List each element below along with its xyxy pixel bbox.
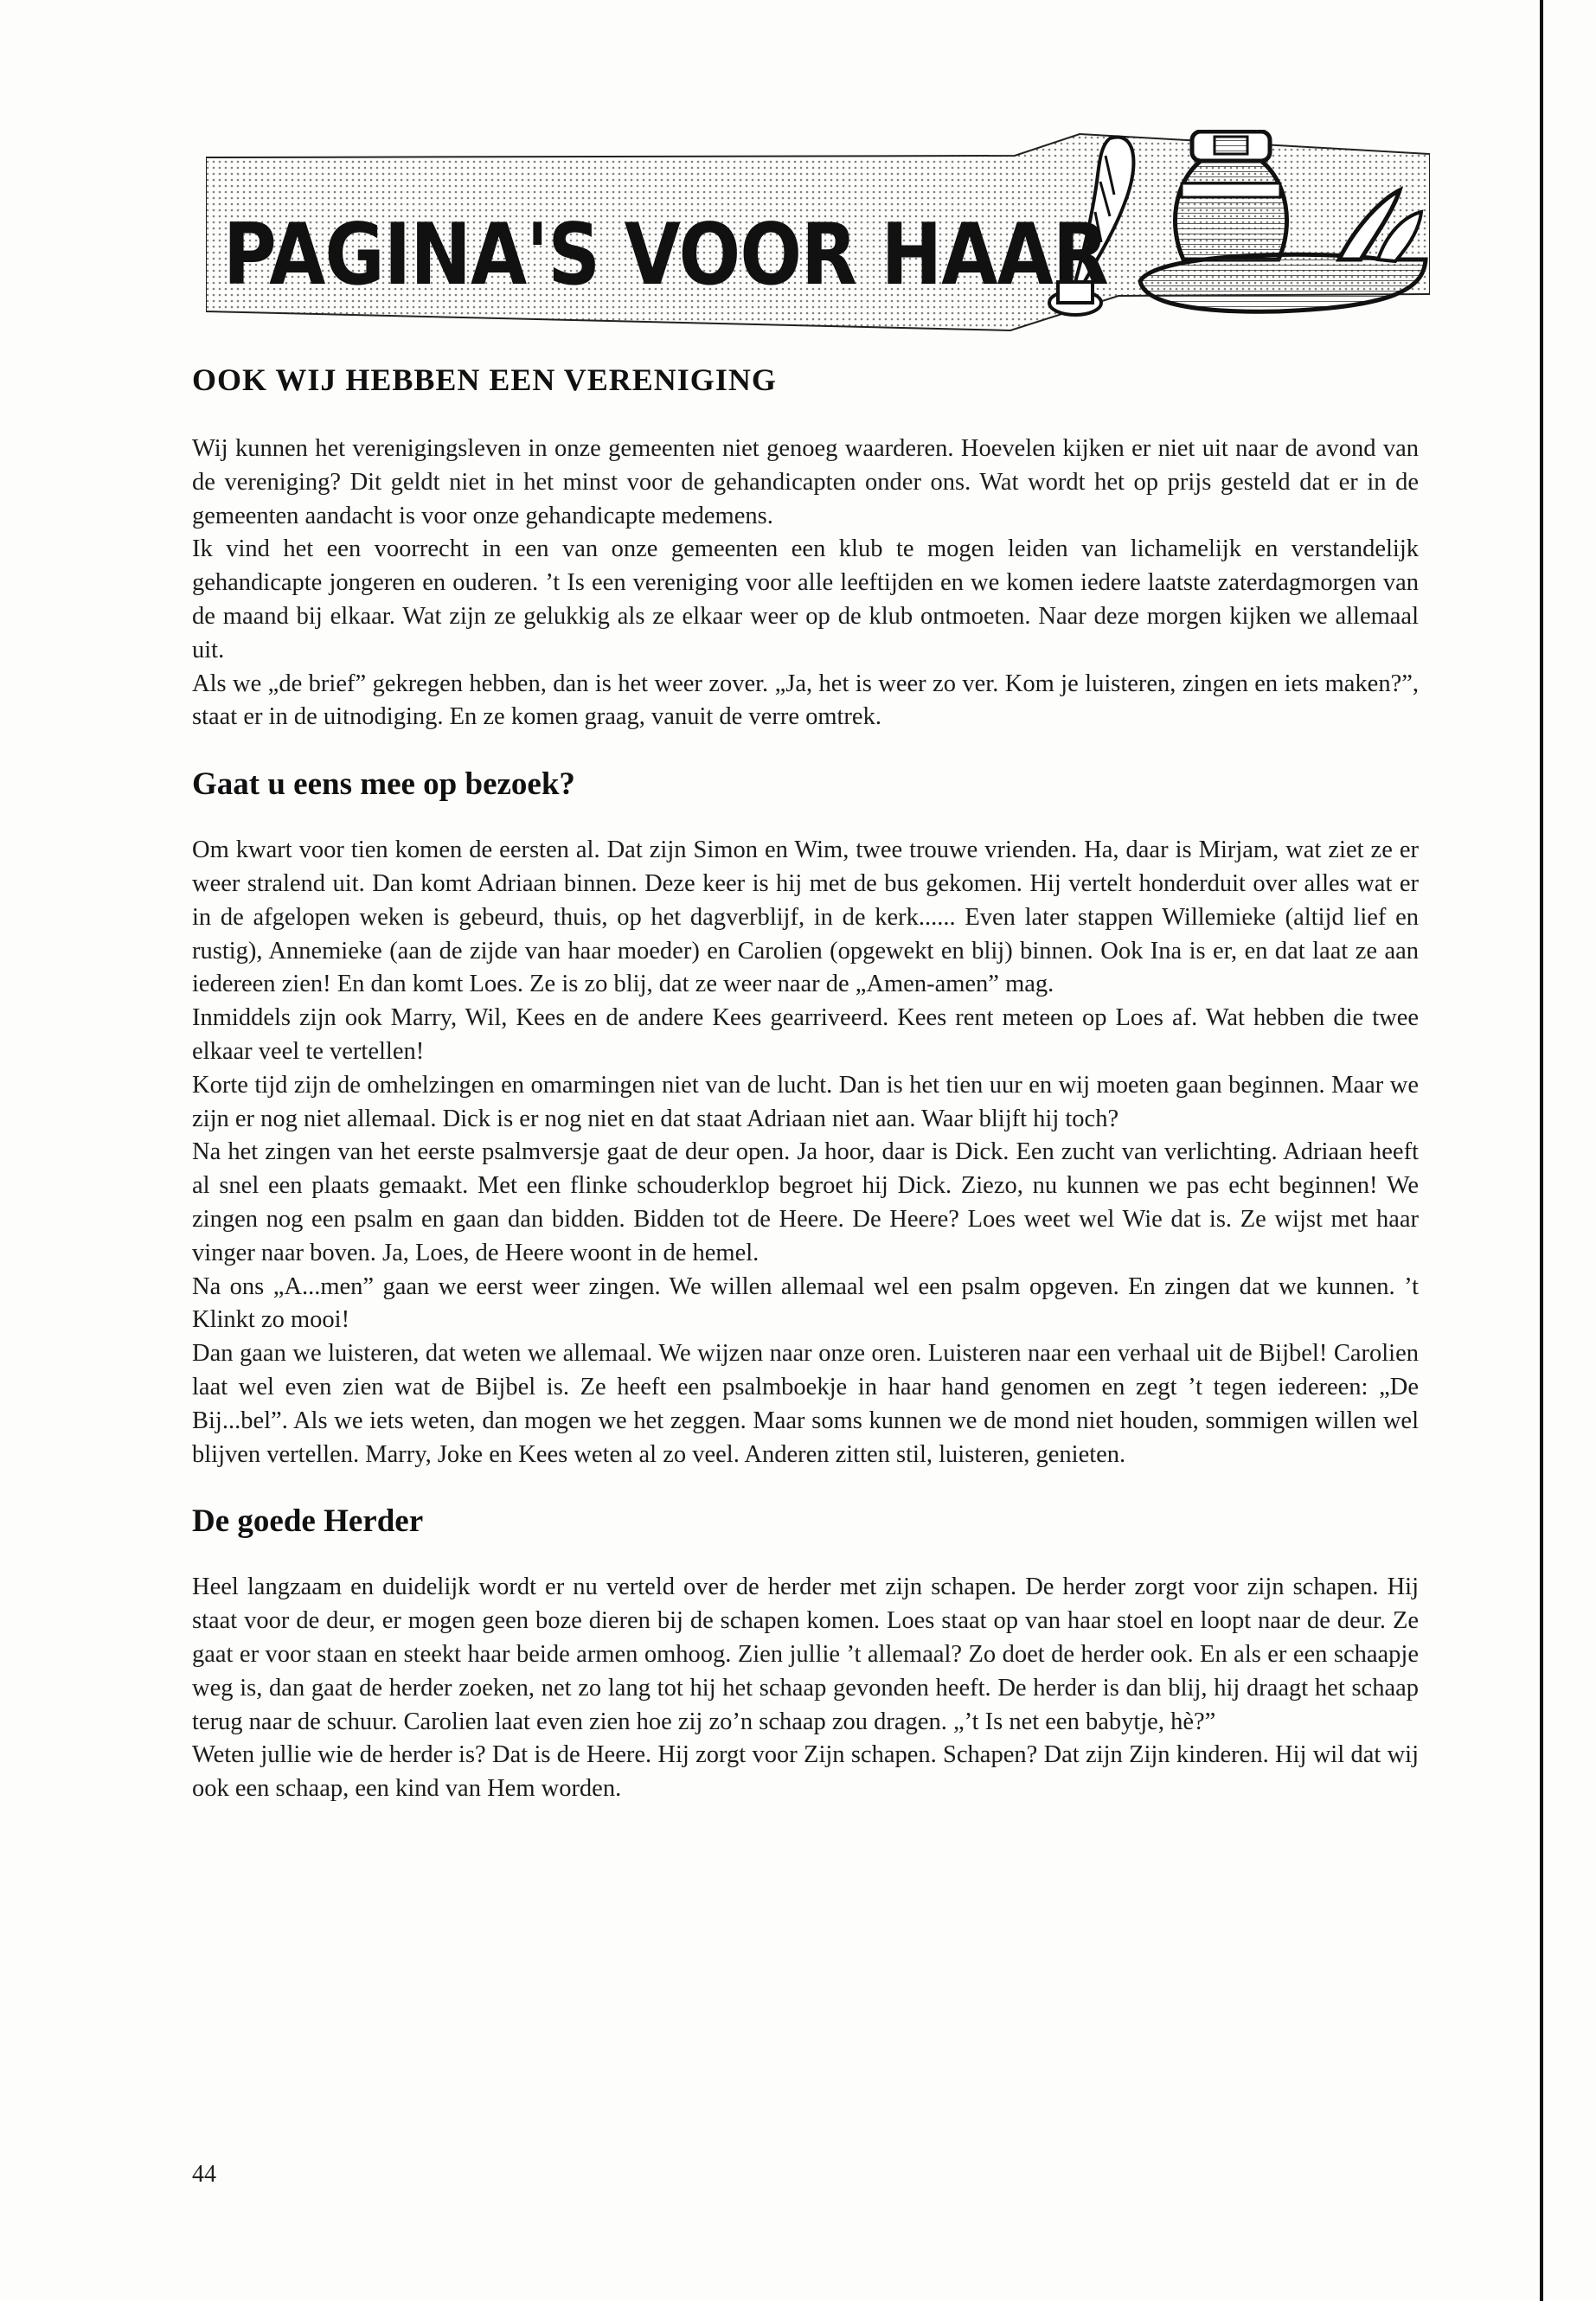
section-bezoek <box>192 766 1419 1471</box>
banner-title: PAGINA'S VOOR HAAR <box>223 206 1109 304</box>
paragraph: Als we „de brief” gekregen hebben, dan is het weer zover. „Ja, het is weer zo ver. Kom je luisteren, zingen en iets maken?”, staat er in de uitnodiging. En ze komen graag, vanuit de verre omtrek. <box>192 670 1419 731</box>
article-body <box>192 362 1419 1837</box>
paragraph: Na het zingen van het eerste psalmversje gaat de deur open. Ja hoor, daar is Dick. Een zucht van verlichting. Adriaan heeft al snel een plaats gemaakt. Met een flinke schouderklop begroet hij Dick. Ziezo, nu kunnen we pas echt beginnen! We zingen nog een psalm en gaan dan bidden. Bidden tot de Heere. De Heere? Loes weet wel Wie dat is. Ze wijst met haar vinger naar boven. Ja, Loes, de Heere woont in de hemel. <box>192 1138 1419 1266</box>
section-heading: De goede Herder <box>192 1503 424 1540</box>
paragraph: Wij kunnen het verenigingsleven in onze gemeenten niet genoeg waarderen. Hoevelen kijken er niet uit naar de avond van de vereniging? Dit geldt niet in het minst voor de gehandicapten onder ons. Wat wordt het op prijs gesteld dat er in de gemeenten aandacht is voor onze gehandicapte medemens. <box>192 435 1419 529</box>
paragraph: Weten jullie wie de herder is? Dat is de Heere. Hij zorgt voor Zijn schapen. Schapen? Dat zijn Zijn kinderen. Hij wil dat wij ook een schaap, een kind van Hem worden. <box>192 1741 1419 1803</box>
paragraph: Na ons „A...men” gaan we eerst weer zingen. We willen allemaal wel een psalm opgeven. En zingen dat we kunnen. ’t Klinkt zo mooi! <box>192 1272 1419 1334</box>
oil-jar-icon <box>1175 131 1286 260</box>
page-number: 44 <box>192 2161 216 2188</box>
section-heading: Gaat u eens mee op bezoek? <box>192 766 575 803</box>
paragraph: Dan gaan we luisteren, dat weten we allemaal. We wijzen naar onze oren. Luisteren naar een verhaal uit de Bijbel! Carolien laat wel even zien wat de Bijbel is. Ze heeft een psalmboekje in haar hand genomen en zegt ’t tegen iedereen: „De Bij...bel”. Als we iets weten, dan mogen we het zeggen. Maar soms kunnen we de mond niet houden, sommigen willen wel blijven vertellen. Marry, Joke en Kees weten al zo veel. Anderen zitten stil, luisteren, genieten. <box>192 1340 1419 1468</box>
section-heading: OOK WIJ HEBBEN EEN VERENIGING <box>192 362 777 397</box>
paragraph: Korte tijd zijn de omhelzingen en omarmingen niet van de lucht. Dan is het tien uur en wij moeten gaan beginnen. Maar we zijn er nog niet allemaal. Dick is er nog niet en dat staat Adriaan niet aan. Waar blijft hij toch? <box>192 1071 1419 1132</box>
page-edge-rule <box>1540 0 1543 2301</box>
header-banner <box>206 130 1430 333</box>
section-vereniging <box>192 362 1419 734</box>
paragraph: Heel langzaam en duidelijk wordt er nu verteld over de herder met zijn schapen. De herder zorgt voor zijn schapen. Hij staat voor de deur, er mogen geen boze dieren bij de schapen komen. Loes staat op van haar stoel en loopt naar de deur. Ze gaat er voor staan en steekt haar beide armen omhoog. Zien jullie ’t allemaal? Zo doet de herder ook. En als er een schaapje weg is, dan gaat de herder zoeken, net zo lang tot hij het schaap gevonden heeft. De herder is dan blij, hij draagt het schaap terug naar de schuur. Carolien laat even zien hoe zij zo’n schaap zou dragen. „’t Is net een babytje, hè?” <box>192 1574 1419 1735</box>
paragraph: Ik vind het een voorrecht in een van onze gemeenten een klub te mogen leiden van lichamelijk en verstandelijk gehandicapte jongeren en ouderen. ’t Is een vereniging voor alle leeftijden en we komen iedere laatste zaterdagmorgen van de maand bij elkaar. Wat zijn ze gelukkig als ze elkaar weer op de klub ontmoeten. Naar deze morgen kijken we allemaal uit. <box>192 535 1419 663</box>
paragraph: Om kwart voor tien komen de eersten al. Dat zijn Simon en Wim, twee trouwe vrienden. Ha, daar is Mirjam, wat ziet ze er weer stralend uit. Dan komt Adriaan binnen. Deze keer is hij met de bus gekomen. Hij vertelt honderduit over alles wat er in de afgelopen weken is gebeurd, thuis, op het dagverblijf, in de kerk...... Even later stappen Willemieke (altijd lief en rustig), Annemieke (aan de zijde van haar moeder) en Carolien (opgewekt en blij) binnen. Ook Ina is er, en dat laat ze aan iedereen zien! En dan komt Loes. Ze is zo blij, dat ze weer naar de „Amen-amen” mag. <box>192 836 1419 998</box>
paragraph: Inmiddels zijn ook Marry, Wil, Kees en de andere Kees gearriveerd. Kees rent meteen op Loes af. Wat hebben die twee elkaar veel te vertellen! <box>192 1004 1419 1065</box>
section-goede-herder <box>192 1503 1419 1806</box>
